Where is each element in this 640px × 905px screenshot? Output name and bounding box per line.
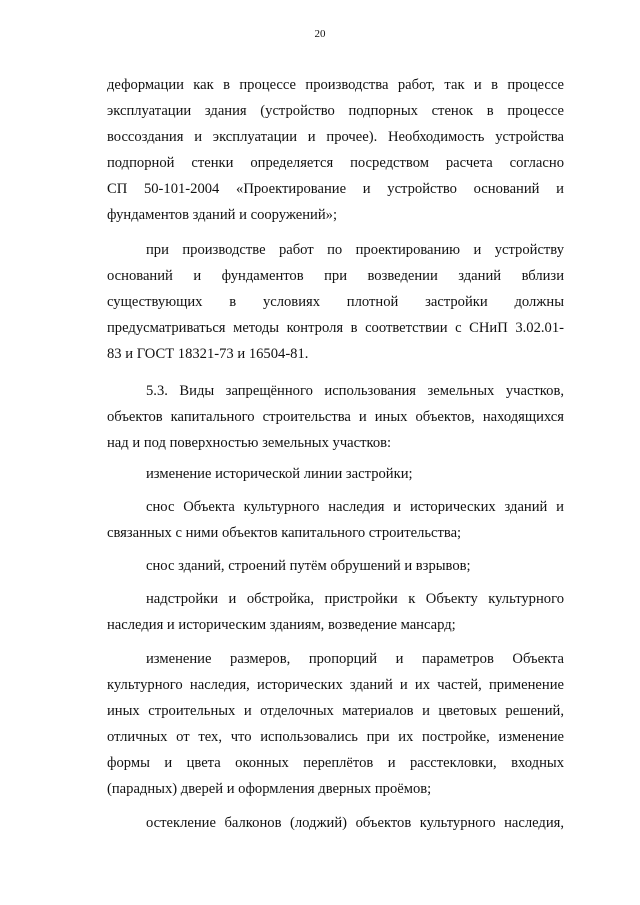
text-line: иных строительных и отделочных материалов и цветовых решений, [107, 703, 564, 719]
text-line: существующих в условиях плотной застройки должны [107, 294, 564, 310]
text-line: снос зданий, строений путём обрушений и взрывов; [146, 558, 471, 574]
text-line: культурного наследия, исторических зданий и их частей, применение [107, 677, 564, 693]
text-line: объектов капитального строительства и иных объектов, находящихся [107, 409, 564, 425]
text-line: оснований и фундаментов при возведении зданий вблизи [107, 268, 564, 284]
text-line: изменение размеров, пропорций и параметров Объекта [146, 651, 564, 667]
text-line: изменение исторической линии застройки; [146, 466, 413, 482]
text-line: 5.3. Виды запрещённого использования земельных участков, [146, 383, 564, 399]
text-line: при производстве работ по проектированию и устройству [146, 242, 564, 258]
text-line: фундаментов зданий и сооружений»; [107, 207, 338, 223]
text-line: воссоздания и эксплуатации и прочее). Необходимость устройства [107, 129, 564, 145]
text-line: остекление балконов (лоджий) объектов культурного наследия, [146, 815, 564, 831]
list-item-balcony-glazing [107, 810, 564, 836]
text-line: формы и цвета оконных переплётов и расстекловки, входных [107, 755, 564, 771]
text-line: СП 50-101-2004 «Проектирование и устройство оснований и [107, 181, 564, 197]
text-line: над и под поверхностью земельных участков: [107, 435, 392, 451]
text-line: предусматриваться методы контроля в соответствии с СНиП 3.02.01- [107, 320, 564, 336]
section-5-3-heading-paragraph [107, 378, 564, 456]
paragraph-soil-deformation [107, 72, 564, 228]
list-item-superstructures [107, 586, 564, 638]
text-line: наследия и историческим зданиям, возведение мансард; [107, 617, 456, 633]
text-line: 83 и ГОСТ 18321-73 и 16504-81. [107, 346, 309, 362]
text-line: связанных с ними объектов капитального строительства; [107, 525, 462, 541]
text-line: эксплуатации здания (устройство подпорных стенок в процессе [107, 103, 564, 119]
text-line: деформации как в процессе производства работ, так и в процессе [107, 77, 564, 93]
text-line: отличных от тех, что использовались при их постройке, изменение [107, 729, 564, 745]
text-line: (парадных) дверей и оформления дверных проёмов; [107, 781, 432, 797]
text-line: снос Объекта культурного наследия и исторических зданий и [146, 499, 564, 515]
text-line: подпорной стенки определяется посредством расчета согласно [107, 155, 564, 171]
text-line: надстройки и обстройка, пристройки к Объекту культурного [146, 591, 564, 607]
list-item-changing-parameters [107, 646, 564, 802]
page-number: 20 [314, 28, 326, 40]
paragraph-control-methods [107, 237, 564, 367]
list-item-building-line [107, 461, 564, 487]
list-item-demolition-explosions [107, 553, 564, 579]
list-item-demolition-heritage [107, 494, 564, 546]
